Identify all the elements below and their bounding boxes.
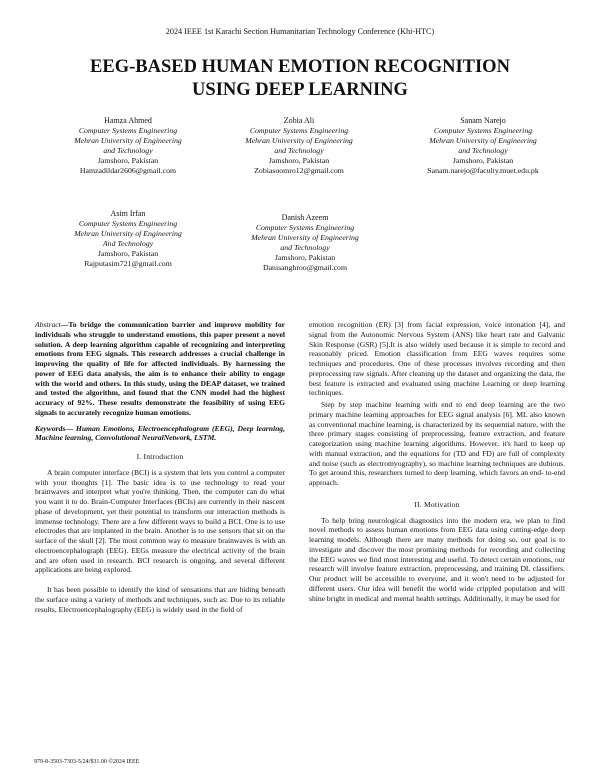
author-affiliation: Mehran University of Engineering — [74, 136, 182, 145]
author-name: Danish Azeem — [281, 213, 329, 222]
right-column — [309, 320, 565, 603]
author-affiliation: and Technology — [274, 146, 324, 155]
author-affiliation: and Technology — [458, 146, 508, 155]
author-email: Danisanghroo@gmail.com — [262, 263, 348, 272]
author-block — [220, 213, 390, 273]
conference-header: 2024 IEEE 1st Karachi Section Humanitarian Technology Conference (Khi-HTC) — [165, 27, 435, 36]
author-affiliation: Computer Systems Engineering — [78, 219, 178, 228]
left-column — [35, 320, 285, 614]
author-email: Hamzadildar2606@gmail.com — [79, 166, 177, 175]
author-email: Rajputasim721@gmail.com — [84, 259, 172, 268]
author-affiliation: Mehran University of Engineering — [251, 233, 359, 242]
abstract-text: —To bridge the communication barrier and improve mobility for individuals who struggle to understand emotions, this paper present a novel solution. A deep learning algorithm capable of recognizing and interpreting emotions from EEG signals. This research addresses a crucial challenge in improving the quality of life for affected individuals. By harnessing the power of EEG data analysis, the aim is to enhance their ability to engage with the world and others. In this study, using the DEAP dataset, we trained and tested the algorithm, and found that the CNN model had the highest accuracy of 92%. These results demonstrate the feasibility of using EEG signals to accurately recognize human emotions. — [35, 320, 285, 417]
author-city: Jamshoro, Pakistan — [452, 156, 514, 165]
author-block — [43, 209, 213, 269]
copyright-footer: 979-8-3503-7303-5/24/$31.00 ©2024 IEEE — [34, 759, 140, 765]
intro-paragraph-4: Step by step machine learning with end to end deep learning are the two primary machine learning approaches for EEG signal analysis [6]. ML also known as conventional machine learning, is characterized by its sequential nature, with the three primary stages consisting of preprocessing, feature extraction, and feature categorization using machine learning algorithms. However, it's hard to keep up with manual extraction, and the equations for (TD and FD) are full of complexity and noise (such as electromyography), so machine learning techniques are dubious. To get around this, researchers turned to deep learning, which favors an end- to-end approach. — [309, 400, 565, 487]
author-name: Zobia Ali — [283, 116, 315, 125]
paper-title — [0, 56, 600, 102]
author-affiliation: and Technology — [103, 146, 153, 155]
section-heading-introduction: I. Introduction — [136, 452, 184, 461]
author-affiliation: Computer Systems Engineering — [249, 126, 349, 135]
author-affiliation: Computer Systems Engineering — [433, 126, 533, 135]
section-heading-motivation: II. Motivation — [414, 499, 460, 509]
keywords — [35, 424, 285, 444]
author-email: Sanam.narejo@faculty.muet.edu.pk — [427, 166, 539, 175]
author-email: Zobiasoomro12@gmail.com — [254, 166, 344, 175]
intro-paragraph-2: It has been possible to identify the kind of sensations that are hiding beneath the surface using a variety of methods and techniques, such as: Due to its reliable results, Electroencephalography (EEG) is widely used in the field of — [35, 585, 285, 614]
author-affiliation: Mehran University of Engineering — [74, 229, 182, 238]
author-block — [392, 116, 574, 176]
author-affiliation: Mehran University of Engineering — [245, 136, 353, 145]
title-line-1: EEG-BASED HUMAN EMOTION RECOGNITION — [90, 57, 510, 77]
author-name: Asim Irfan — [110, 209, 146, 218]
author-name: Hamza Ahmed — [104, 116, 152, 125]
author-city: Jamshoro, Pakistan — [274, 253, 336, 262]
keywords-text: — Human Emotions, Electroencephalogram (EEG), Deep learning, Machine learning, Convolutional NeuralNetwork, LSTM. — [35, 423, 285, 443]
author-city: Jamshoro, Pakistan — [97, 156, 159, 165]
author-block — [214, 116, 384, 176]
author-affiliation: Mehran University of Engineering — [429, 136, 537, 145]
author-affiliation: Computer Systems Engineering — [78, 126, 178, 135]
intro-paragraph-3: emotion recognition (ER) [3] from facial expression, voice intonation [4], and signal from the Autonomic Nervous System (ANS) like heart rate and Galvanic Skin Response (GSR) [5].It is also widely used because it is simple to record and reasonably priced. Emotion classification from EEG waves requires some techniques and procedures. One of these processes involves recording and then preprocessing raw signals. After cleaning up the dataset and organizing the data, the best feature is extracted and evaluated using machine Learning or deep learning techniques. — [309, 320, 565, 398]
author-city: Jamshoro, Pakistan — [268, 156, 330, 165]
intro-paragraph-1: A brain computer interface (BCI) is a system that lets you control a computer with your thoughts [1]. The basic idea is to use technology to read your brainwaves and interpret what you're thinking. Then, the computer can do what you want it to do. Brain-Computer Interfaces (BCIs) are currently in their nascent phase of development, yet their potential to transform our interaction methods is immense technology. There are a few different ways to build a BCI. One is to use electrodes that are implanted in the brain. Another is to use sensors that sit on the surface of the skull [2]. The most common way to measure brainwaves is with an electroencephalograph (EEG). EEGs measure the electrical activity of the brain and are often used in research. BCI research is ongoing, and several different applications are being explored. — [35, 467, 285, 575]
abstract — [35, 320, 285, 418]
keywords-label: Keywords — [35, 423, 66, 433]
title-line-2: USING DEEP LEARNING — [192, 80, 408, 100]
author-affiliation: Computer Systems Engineering — [255, 223, 355, 232]
author-affiliation: and Technology — [280, 243, 330, 252]
author-affiliation: And Technology — [102, 239, 154, 248]
author-city: Jamshoro, Pakistan — [97, 249, 159, 258]
author-name: Sanam Narejo — [460, 116, 506, 125]
author-block — [43, 116, 213, 176]
abstract-label: Abstract — [35, 320, 61, 329]
motivation-paragraph: To help bring neurological diagnostics into the modern era, we plan to find novel methods to assess human emotions from EEG data using cutting-edge deep learning models. Although there are many methods for doing so, our goal is to investigate and discover the most promising methods for recording and collecting the EEG waves we find most interesting and useful. To detect certain emotions, our research will involve feature extraction, preprocessing, and training DL classifiers. Our product will be accessible to everyone, and it won't need to be adjusted for different users. Our idea will benefit the world wide crippled population and will shine bright in medical and mental health settings. Additionally, it may be used for — [309, 515, 565, 603]
